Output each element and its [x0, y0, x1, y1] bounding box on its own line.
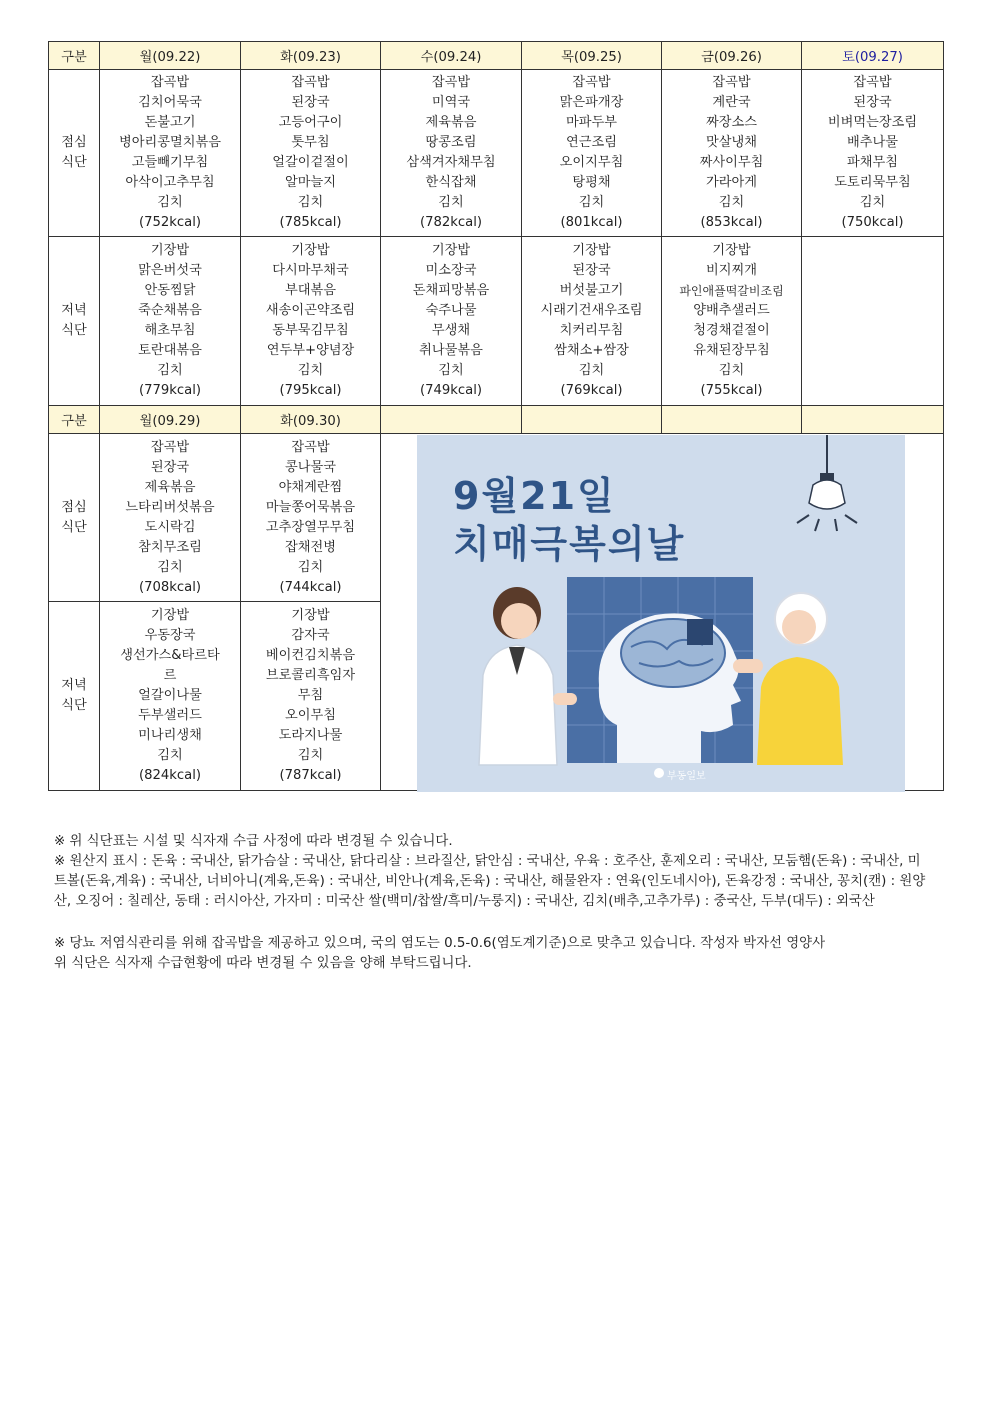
week1-dinner-row: [49, 237, 944, 406]
dish-item: 기장밥: [712, 243, 751, 258]
dish-item: 숙주나물: [425, 303, 477, 318]
week2-lunch-row: [49, 434, 944, 602]
header-cell-saturday: 토(09.27): [802, 42, 944, 70]
dish-item: 도토리묵무침: [834, 175, 911, 190]
dish-item: 계란국: [712, 95, 751, 110]
dish-item: 취나물볶음: [419, 343, 483, 358]
dish-item: 브로콜리흑임자: [265, 668, 356, 683]
dish-item: (755kcal): [700, 383, 763, 398]
menu-cell: [100, 602, 241, 791]
menu-cell: [241, 70, 381, 237]
dish-item: 김치: [297, 559, 324, 575]
dish-item: 돈불고기: [144, 115, 196, 130]
dish-item: 기장밥: [291, 243, 330, 258]
note-change: ※ 위 식단표는 시설 및 식자재 수급 사정에 따라 변경될 수 있습니다.: [54, 834, 453, 849]
dish-item: 다시마무채국: [272, 263, 349, 278]
dish-item: 잡곡밥: [712, 75, 751, 90]
dish-item: (853kcal): [700, 215, 763, 230]
dish-item: 돈채피망볶음: [412, 283, 490, 298]
dish-item: 시래기건새우조림: [540, 303, 643, 318]
dish-item: 김치: [438, 195, 464, 210]
dish-item: 가라아게: [706, 175, 757, 190]
label-line: 저녁: [61, 303, 87, 318]
label-line: 식단: [61, 519, 87, 535]
menu-cell: [802, 70, 944, 237]
dish-item: 파인애플떡갈비조림: [679, 284, 784, 298]
dish-item: 고등어구이: [278, 115, 343, 130]
dish-item: 김치: [297, 363, 324, 378]
dish-item: 기장밥: [431, 243, 471, 258]
note-apology: 위 식단은 식자재 수급현황에 따라 변경될 수 있음을 양해 부탁드립니다.: [54, 956, 472, 971]
dish-item: 치커리무침: [559, 323, 624, 338]
dish-item: (785kcal): [279, 215, 342, 230]
dish-item: 기장밥: [572, 243, 611, 258]
dish-item: 김치: [157, 559, 183, 575]
dish-item: 토란대볶음: [138, 343, 202, 358]
dish-item: 잡곡밥: [572, 75, 611, 90]
label-line: 점심: [61, 499, 87, 515]
dish-item: 김치: [578, 195, 605, 210]
dish-item: (769kcal): [560, 383, 623, 398]
dish-item: 잡곡밥: [853, 75, 892, 90]
dish-item: 우동장국: [144, 628, 196, 643]
poster-title-date: 9월21일: [453, 474, 616, 518]
dish-item: 연두부+양념장: [266, 343, 355, 358]
menu-cell: [241, 434, 381, 602]
dinner-label: [49, 602, 100, 791]
dish-item: 된장국: [572, 263, 611, 278]
menu-cell: [381, 237, 522, 406]
dish-item: 양배추샐러드: [693, 303, 770, 318]
dish-item: 김치: [438, 363, 464, 378]
dish-item: 김치: [157, 363, 183, 378]
dish-item: (801kcal): [560, 215, 623, 230]
dish-item: 연근조림: [566, 135, 617, 150]
header-cell: 금(09.26): [662, 42, 802, 70]
menu-cell: [522, 237, 662, 406]
dish-item: 김치: [157, 195, 183, 210]
dish-item: 부대볶음: [285, 283, 336, 298]
header-cell: 월(09.22): [100, 42, 241, 70]
menu-cell: [802, 237, 944, 406]
note-salt: ※ 당뇨 저염식관리를 위해 잡곡밥을 제공하고 있으며, 국의 염도는 0.5-0.6(염도계기준)으로 맞추고 있습니다. 작성자 박자선 영양사: [54, 936, 826, 951]
dish-item: 김치: [297, 748, 324, 763]
dish-item: 마파두부: [566, 115, 617, 130]
header-cell: 목(09.25): [522, 42, 662, 70]
dish-item: 기장밥: [150, 243, 190, 258]
menu-table: [48, 41, 944, 791]
dish-item: 김치: [859, 195, 886, 210]
dish-item: 얼갈이나물: [138, 688, 202, 703]
dish-item: 베이컨김치볶음: [265, 648, 356, 663]
dish-item: 된장국: [291, 95, 330, 110]
dish-item: 맑은파개장: [559, 95, 624, 110]
dish-item: 제육볶음: [425, 115, 477, 130]
dish-item: 김치: [157, 748, 183, 763]
dish-item: 병아리콩멸치볶음: [119, 135, 221, 150]
dish-item: 잡곡밥: [291, 439, 330, 455]
puzzle-head-icon: [567, 577, 753, 763]
dish-item: (782kcal): [419, 215, 483, 230]
dish-item: 고들빼기무침: [131, 155, 209, 170]
dish-item: (787kcal): [279, 768, 342, 783]
header-cell: [662, 406, 802, 434]
dish-item: 안동찜닭: [144, 283, 196, 298]
dish-item: 김치어묵국: [138, 95, 202, 110]
dish-item: 쌈채소+쌈장: [554, 343, 629, 358]
dish-item: 탕평채: [572, 175, 611, 190]
menu-cell: [241, 237, 381, 406]
label-line: 점심: [61, 135, 87, 150]
dish-item: (752kcal): [138, 215, 202, 230]
dish-item: 얼갈이겉절이: [272, 155, 349, 170]
dish-item: 배추나물: [847, 135, 898, 150]
dish-item: 된장국: [150, 459, 190, 475]
menu-cell: [100, 237, 241, 406]
header-cell: [522, 406, 662, 434]
menu-cell: [662, 237, 802, 406]
dish-item: 야채계란찜: [278, 479, 343, 495]
dish-item: 잡곡밥: [291, 75, 330, 90]
dish-item: 기장밥: [150, 608, 190, 623]
dish-item: (795kcal): [279, 383, 342, 398]
notes-section: [54, 832, 930, 974]
dish-item: (779kcal): [138, 383, 202, 398]
dish-item: 느타리버섯볶음: [125, 499, 215, 515]
dinner-label: [49, 237, 100, 406]
dish-item: 오이무침: [285, 708, 336, 723]
poster-title-name: 치매극복의날: [453, 522, 686, 566]
poster-credit: 부동일보: [667, 771, 706, 782]
dish-item: 청경채겉절이: [693, 323, 770, 338]
lightbulb-icon: [797, 435, 857, 531]
dish-item: 버섯불고기: [559, 283, 624, 298]
dish-item: 파채무침: [847, 155, 898, 170]
dish-item: 고추장열무무침: [265, 519, 356, 535]
dish-item: 김치: [578, 363, 605, 378]
doctor-figure-icon: [479, 587, 577, 765]
label-line: 식단: [61, 155, 87, 170]
dish-item: 도라지나물: [278, 728, 343, 743]
dish-item: 마늘쫑어묵볶음: [265, 499, 356, 515]
label-line: 식단: [61, 698, 87, 713]
dish-item: (749kcal): [419, 383, 483, 398]
dish-item: 아삭이고추무침: [125, 175, 215, 190]
dish-item: 콩나물국: [285, 459, 336, 475]
week1-header-row: [49, 42, 944, 70]
week2-header-row: [49, 406, 944, 434]
dish-item: (744kcal): [279, 579, 342, 595]
dementia-day-poster: [417, 435, 905, 792]
dish-item: 미소장국: [425, 263, 477, 278]
label-line: 식단: [61, 323, 87, 338]
dish-item: 잡곡밥: [150, 75, 190, 90]
dish-item: 잡채전병: [285, 539, 336, 555]
lunch-label: [49, 434, 100, 602]
dish-item: 짜장소스: [706, 115, 757, 130]
poster-cell: [381, 434, 944, 791]
dish-item: 오이지무침: [559, 155, 624, 170]
menu-cell: [100, 70, 241, 237]
dish-item: 감자국: [291, 628, 330, 643]
dish-item: (708kcal): [138, 579, 202, 595]
dish-item: 도시락김: [144, 519, 196, 535]
dish-item: 땅콩조림: [425, 135, 477, 150]
dish-item: 알마늘지: [285, 175, 336, 190]
lunch-label: [49, 70, 100, 237]
dish-item: 비지찌개: [706, 263, 757, 278]
dish-item: 해초무침: [144, 323, 196, 338]
dish-item: 제육볶음: [144, 479, 196, 495]
header-cell: 수(09.24): [381, 42, 522, 70]
dish-item: 삼색겨자채무침: [406, 155, 496, 170]
dish-item: 미나리생채: [138, 728, 202, 743]
dish-item: 유채된장무침: [693, 343, 770, 358]
menu-cell: [100, 434, 241, 602]
header-cell: 월(09.29): [100, 406, 241, 434]
menu-cell: [662, 70, 802, 237]
header-cell: [381, 406, 522, 434]
dish-item: 동부묵김무침: [272, 323, 349, 338]
dish-item: 맛살냉채: [706, 135, 757, 150]
dish-item: 비벼먹는장조림: [827, 115, 918, 130]
dish-item: 김치: [718, 363, 745, 378]
header-cell: 구분: [49, 42, 100, 70]
dish-item: 미역국: [431, 95, 471, 110]
dish-item: 짜사이무침: [699, 155, 764, 170]
dish-item: 김치: [297, 195, 324, 210]
header-cell: 화(09.23): [241, 42, 381, 70]
dish-item: 잡곡밥: [150, 439, 190, 455]
dish-item: 두부샐러드: [138, 708, 202, 723]
menu-cell: [522, 70, 662, 237]
dish-item: 생선가스&타르타: [120, 648, 220, 663]
header-cell: [802, 406, 944, 434]
dish-item: 무생채: [431, 323, 471, 338]
week1-lunch-row: [49, 70, 944, 237]
dish-item: 죽순채볶음: [138, 303, 202, 318]
dish-item: 김치: [718, 195, 745, 210]
dish-item: 참치무조림: [138, 539, 202, 555]
dish-item: 한식잡채: [425, 175, 477, 190]
note-origin: ※ 원산지 표시 : 돈육 : 국내산, 닭가슴살 : 국내산, 닭다리살 : 브라질산, 닭안심 : 국내산, 우육 : 호주산, 훈제오리 : 국내산, 모둠햄(돈육) : 국내산, 미트볼(돈육,계육) : 국내산, 너비아니(계육,돈육) : 국내산, 비안나(계육,돈육) : 국내산, 해물완자 : 연육(인도네시아), 돈육강정 : 국내산, 꽁치(캔) : 원양산, 오징어 : 칠레산, 동태 : 러시아산, 가자미 : 미국산 쌀(백미/찹쌀/흑미/누룽지) : 국내산, 김치(배추,고추가루) : 중국산, 두부(대두) : 외국산: [54, 854, 926, 909]
header-cell: 화(09.30): [241, 406, 381, 434]
dish-item: 새송이곤약조림: [265, 303, 356, 318]
dish-item: 톳무침: [291, 135, 330, 150]
dish-item: 된장국: [853, 95, 892, 110]
dish-item: 르: [163, 668, 177, 683]
label-line: 저녁: [61, 678, 87, 693]
header-cell: 구분: [49, 406, 100, 434]
menu-cell: [241, 602, 381, 791]
dish-item: 맑은버섯국: [138, 263, 202, 278]
dish-item: 무침: [297, 688, 324, 703]
dish-item: (750kcal): [841, 215, 904, 230]
dish-item: 잡곡밥: [431, 75, 471, 90]
dish-item: 기장밥: [291, 608, 330, 623]
menu-cell: [381, 70, 522, 237]
dish-item: (824kcal): [138, 768, 202, 783]
